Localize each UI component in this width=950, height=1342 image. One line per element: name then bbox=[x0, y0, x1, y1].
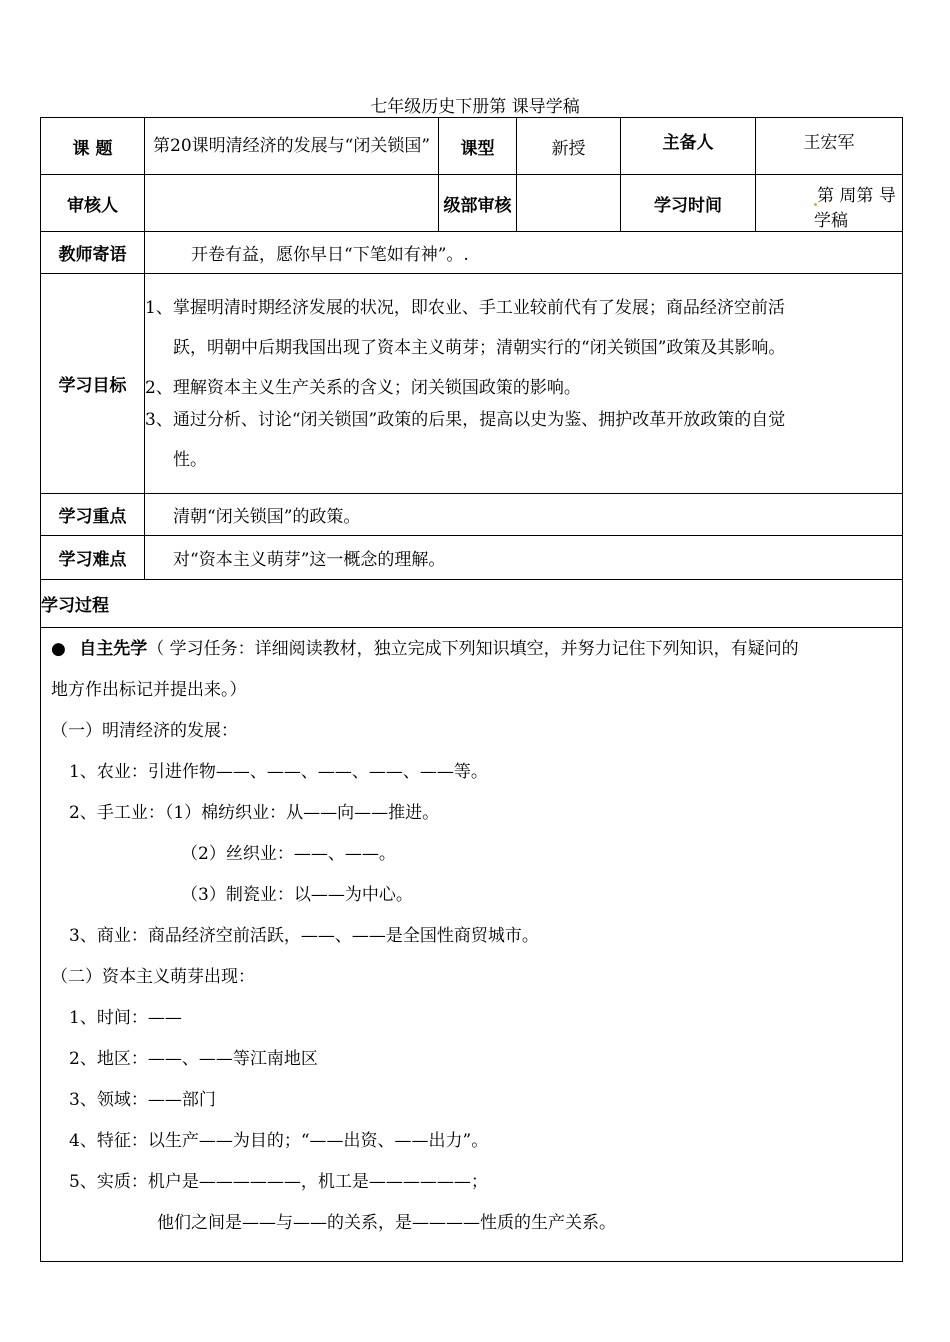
teacher-message-text: 开卷有益，愿你早日“下笔如有神”。. bbox=[145, 232, 903, 274]
item-region: 2、地区：——、——等江南地区 bbox=[69, 1049, 318, 1069]
process-label: 学习过程 bbox=[41, 580, 903, 628]
teacher-message-label: 教师寄语 bbox=[41, 232, 145, 274]
dept-review-value bbox=[517, 175, 621, 232]
section-2-title: （二）资本主义萌芽出现： bbox=[51, 967, 255, 987]
item-relation: 他们之间是——与——的关系，是————性质的生产关系。 bbox=[157, 1213, 616, 1233]
self-study-title: 自主先学 bbox=[79, 639, 148, 659]
type-value: 新授 bbox=[517, 118, 621, 175]
item-porcelain: （3）制瓷业：以——为中心。 bbox=[181, 885, 413, 905]
goals-content bbox=[145, 274, 903, 494]
study-guide-table bbox=[40, 117, 903, 1262]
reviewer-label: 审核人 bbox=[41, 175, 145, 232]
row-goals bbox=[41, 274, 903, 494]
row-process-body bbox=[41, 628, 903, 1262]
row-review bbox=[41, 175, 903, 232]
study-time-text: 第 周第 导学稿 bbox=[814, 186, 896, 231]
goals-label: 学习目标 bbox=[41, 274, 145, 494]
row-topic bbox=[41, 118, 903, 175]
difficulty-label: 学习难点 bbox=[41, 536, 145, 580]
goal-3b: 性。 bbox=[173, 449, 207, 470]
difficulty-text: 对“资本主义萌芽”这一概念的理解。 bbox=[145, 536, 903, 580]
type-label: 课型 bbox=[439, 118, 517, 175]
key-point-label: 学习重点 bbox=[41, 494, 145, 536]
topic-label: 课 题 bbox=[41, 118, 145, 175]
item-time: 1、时间：—— bbox=[69, 1008, 182, 1028]
page-title: 七年级历史下册第 课导学稿 bbox=[370, 97, 580, 117]
goal-2: 2、理解资本主义生产关系的含义；闭关锁国政策的影响。 bbox=[145, 377, 581, 398]
topic-value: 第20课明清经济的发展与“闭关锁国” bbox=[145, 118, 439, 175]
item-silk: （2）丝织业：——、——。 bbox=[181, 844, 396, 864]
key-point-text: 清朝“闭关锁国”的政策。 bbox=[145, 494, 903, 536]
item-essence: 5、实质：机户是——————，机工是——————； bbox=[69, 1172, 488, 1192]
bullet-icon: ● bbox=[51, 639, 66, 659]
process-body bbox=[41, 628, 903, 1262]
item-commerce: 3、商业：商品经济空前活跃，——、——是全国性商贸城市。 bbox=[69, 926, 539, 946]
item-feature: 4、特征：以生产——为目的；“——出资、——出力”。 bbox=[69, 1131, 489, 1151]
self-study-task-a: （ 学习任务：详细阅读教材，独立完成下列知识填空，并努力记住下列知识，有疑问的 bbox=[147, 639, 799, 659]
item-agriculture: 1、农业：引进作物——、——、——、——、——等。 bbox=[69, 762, 488, 782]
study-time-value bbox=[756, 175, 903, 232]
section-1-title: （一）明清经济的发展： bbox=[51, 721, 238, 741]
self-study-line bbox=[51, 636, 892, 677]
preparer-value: 王宏军 bbox=[756, 118, 903, 175]
study-time-label: 学习时间 bbox=[621, 175, 756, 232]
item-field: 3、领域：——部门 bbox=[69, 1090, 216, 1110]
goal-3a: 3、通过分析、讨论“闭关锁国”政策的后果，提高以史为鉴、拥护改革开放政策的自觉 bbox=[145, 409, 786, 430]
preparer-label: 主备人 bbox=[621, 118, 756, 175]
self-study-task-b: 地方作出标记并提出来。） bbox=[51, 680, 247, 700]
reviewer-value bbox=[145, 175, 439, 232]
dept-review-label: 级部审核 bbox=[439, 175, 517, 232]
goal-1a: 1、掌握明清时期经济发展的状况，即农业、手工业较前代有了发展；商品经济空前活 bbox=[145, 297, 785, 318]
item-handicraft: 2、手工业：（1）棉纺织业：从——向——推进。 bbox=[69, 803, 440, 823]
row-teacher-message bbox=[41, 232, 903, 274]
row-process-head bbox=[41, 580, 903, 628]
row-difficulty bbox=[41, 536, 903, 580]
goal-1b: 跃，明朝中后期我国出现了资本主义萌芽；清朝实行的“闭关锁国”政策及其影响。 bbox=[173, 337, 786, 358]
row-key-point bbox=[41, 494, 903, 536]
